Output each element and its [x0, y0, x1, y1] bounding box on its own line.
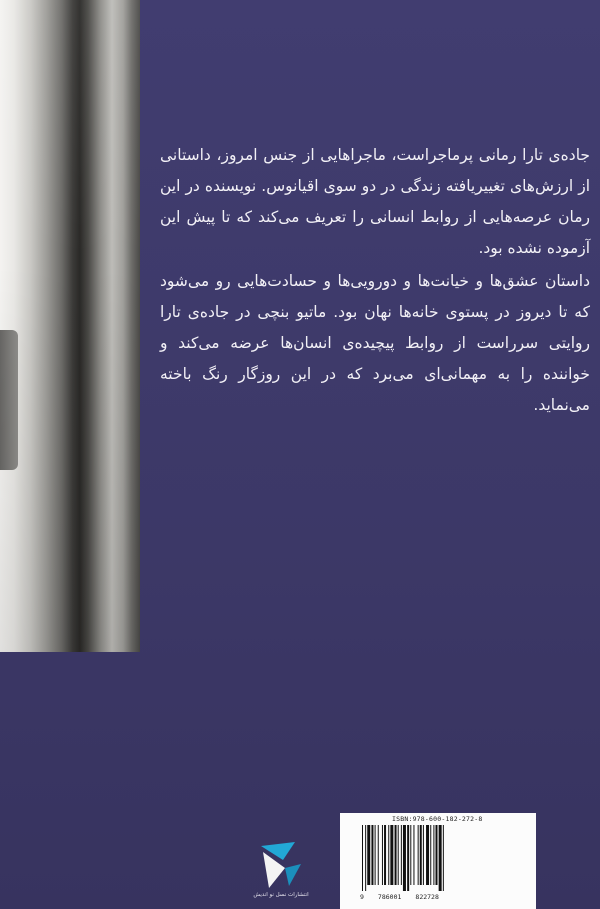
barcode-bar [407, 825, 409, 891]
barcode-bar [378, 825, 379, 885]
barcode-bar [443, 825, 444, 891]
barcode-digit-group: 786001 [377, 893, 402, 901]
blurb-paragraph-1: جاده‌ی تارا رمانی پرماجراست، ماجراهایی از جنس امروز، داستانی از ارزش‌های تغییریافته زندگی در دو سوی اقیانوس. نویسنده در این رمان عرصه‌هایی از روابط انسانی را تعریف می‌کند که تا پیش این آزموده نشده بود. [160, 146, 590, 257]
barcode-bar [395, 825, 397, 885]
barcode-bar [362, 825, 363, 891]
barcode-bar [382, 825, 383, 885]
isbn-barcode [340, 813, 536, 909]
barcode-bar [388, 825, 389, 885]
blurb-paragraph-2: داستان عشق‌ها و خیانت‌ها و دورویی‌ها و حسادت‌هایی رو می‌شود که تا دیروز در پستوی خانه‌ها نهان بود. ماتیو بنچی در جاده‌ی تارا روایتی سرراست از روابط پیچیده‌ی انسان‌ها عرضه می‌کند و خواننده را به مهمانی‌ای می‌برد که در این روزگار رنگ باخته می‌نماید. [160, 272, 590, 414]
photo-shade [0, 0, 140, 652]
barcode-bars [362, 825, 522, 891]
barcode-bar [390, 825, 393, 885]
barcode-bar [423, 825, 424, 885]
cover-photo-strip [0, 0, 140, 652]
barcode-bar [371, 825, 373, 885]
barcode-bar [398, 825, 399, 885]
barcode-bar [433, 825, 434, 885]
publisher-name: انتشارات نسل نو اندیش [253, 892, 309, 898]
isbn-label: ISBN:978-600-182-272-8 [392, 815, 483, 823]
barcode-bar [401, 825, 402, 885]
barcode-bar [430, 825, 431, 885]
barcode-digits [360, 893, 530, 901]
barcode-bar [384, 825, 386, 885]
barcode-bar [420, 825, 422, 885]
barcode-bar [367, 825, 370, 885]
barcode-digit-group: 822728 [415, 893, 439, 901]
barcode-bar [426, 825, 429, 885]
barcode-bar [365, 825, 366, 891]
barcode-bar [436, 825, 438, 885]
barcode-digit-group: 9 [360, 893, 364, 901]
barcode-bar [403, 825, 406, 891]
barcode-bar [413, 825, 414, 885]
blurb-text [160, 140, 590, 423]
publisher-logo-icon [255, 838, 307, 896]
barcode-bar [410, 825, 411, 885]
barcode-bar [375, 825, 376, 885]
barcode-bar [439, 825, 442, 891]
barcode-bar [418, 825, 419, 885]
